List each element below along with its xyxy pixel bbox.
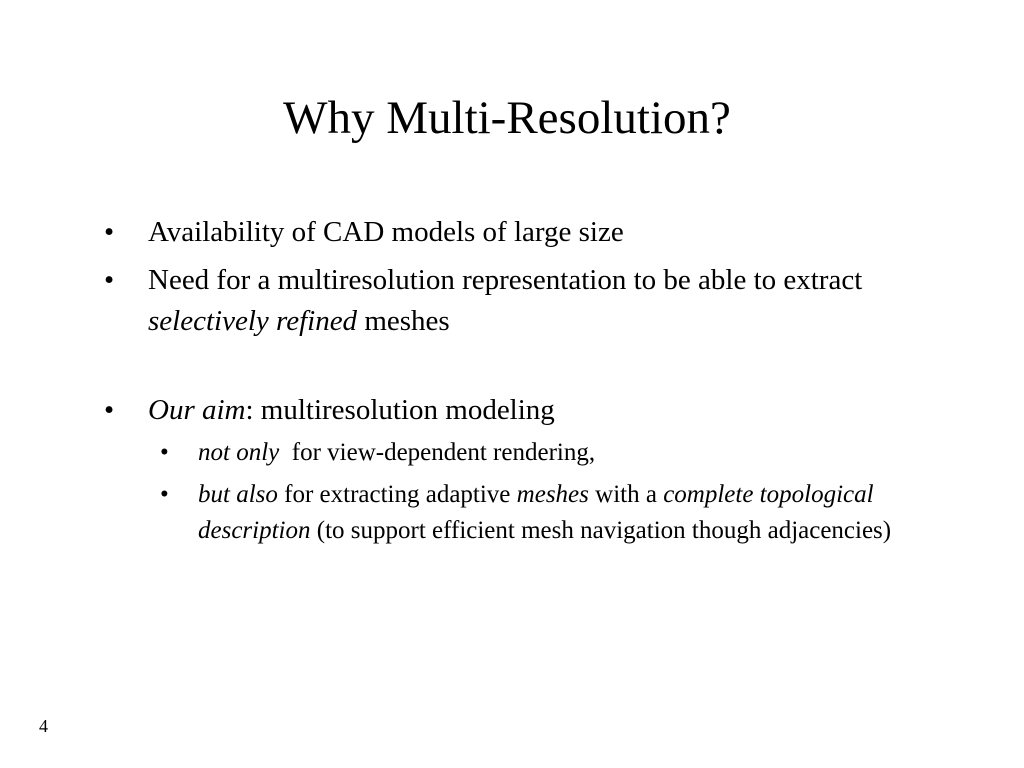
sub-bullet-emphasis: but also [198,481,278,508]
sub-bullet-emphasis: not only [198,439,280,466]
bullet-item-multiresolution-need [104,260,924,342]
sub-bullet-emphasis: complete topological description [198,481,874,544]
sub-bullet-text: with a [588,481,664,508]
sub-bullet-item-but-also [148,477,924,549]
bullet-item-cad-models [104,212,924,253]
slide-title-text: Why Multi-Resolution? [283,92,731,144]
bullet-text: Need for a multiresolution representation to be able to extract [148,264,863,296]
bullet-text: : multiresolution modeling [245,394,555,426]
sub-bullet-text: (to support efficient mesh navigation though adjacencies) [310,517,892,544]
bullet-text: Availability of CAD models of large size [148,216,624,248]
sub-bullet-dot-icon: • [160,439,169,466]
sub-bullet-item-not-only [148,435,924,471]
sub-bullet-text: for extracting adaptive [277,481,517,508]
bullet-dot-icon: • [104,394,115,426]
sub-bullet-dot-icon: • [160,481,169,508]
bullet-emphasis: selectively refined [148,305,358,337]
sub-bullet-list [148,435,924,549]
slide-title [0,88,1024,148]
bullet-item-our-aim [104,390,924,549]
page-number: 4 [39,716,48,736]
bullet-emphasis: Our aim [148,394,246,426]
sub-bullet-emphasis: meshes [516,481,589,508]
bullet-text: meshes [357,305,450,337]
bullet-list [104,212,924,555]
sub-bullet-text: for view-dependent rendering, [279,439,596,466]
bullet-dot-icon: • [104,216,115,248]
bullet-dot-icon: • [104,264,115,296]
